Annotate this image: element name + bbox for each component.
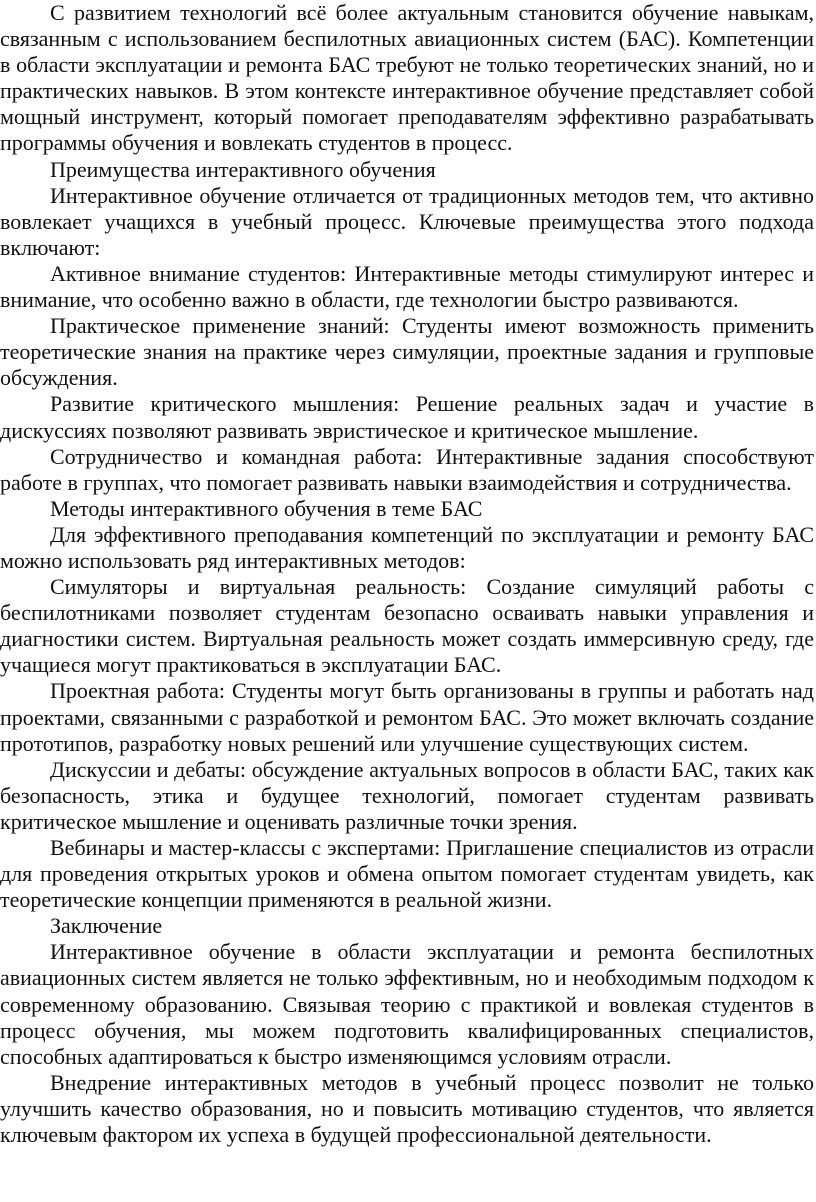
paragraph-intro: С развитием технологий всё более актуальным становится обучение навыкам, связанным с использованием беспилотных авиационных систем (БАС). Компетенции в области эксплуатации и ремонта БАС требуют не только теоретических знаний, но и практических навыков. В этом контексте интерактивное обучение представляет собой мощный инструмент, который помогает преподавателям эффективно разрабатывать программы обучения и вовлекать студентов в процесс. (0, 0, 814, 156)
list-item-discussions: Дискуссии и дебаты: обсуждение актуальных вопросов в области БАС, таких как безопасность, этика и будущее технологий, помогает студентам развивать критическое мышление и оценивать различные точки зрения. (0, 756, 814, 834)
list-item-practical-application: Практическое применение знаний: Студенты имеют возможность применить теоретические знания на практике через симуляции, проектные задания и групповые обсуждения. (0, 313, 814, 391)
paragraph-conclusion-1: Интерактивное обучение в области эксплуатации и ремонта беспилотных авиационных систем является не только эффективным, но и необходимым подходом к современному образованию. Связывая теорию с практикой и вовлекая студентов в процесс обучения, мы можем подготовить квалифицированных специалистов, способных адаптироваться к быстро изменяющимся условиям отрасли. (0, 939, 814, 1069)
list-item-critical-thinking: Развитие критического мышления: Решение реальных задач и участие в дискуссиях позволяют развивать эвристическое и критическое мышление. (0, 391, 814, 443)
section-heading-conclusion: Заключение (50, 913, 163, 939)
list-item-active-attention: Активное внимание студентов: Интерактивные методы стимулируют интерес и внимание, что особенно важно в области, где технологии быстро развиваются. (0, 260, 814, 313)
list-item-project-work: Проектная работа: Студенты могут быть организованы в группы и работать над проектами, связанными с разработкой и ремонтом БАС. Это может включать создание прототипов, разработку новых решений или улучшение существующих систем. (0, 678, 814, 756)
section-heading-methods: Методы интерактивного обучения в теме БАС (50, 495, 483, 521)
paragraph-advantages-intro: Интерактивное обучение отличается от традиционных методов тем, что активно вовлекает учащихся в учебный процесс. Ключевые преимущества этого подхода включают: (0, 182, 814, 260)
list-item-simulators: Симуляторы и виртуальная реальность: Создание симуляций работы с беспилотниками позволяет студентам безопасно осваивать навыки управления и диагностики систем. Виртуальная реальность может создать иммерсивную среду, где учащиеся могут практиковаться в эксплуатации БАС. (0, 574, 814, 678)
paragraph-methods-intro: Для эффективного преподавания компетенций по эксплуатации и ремонту БАС можно использовать ряд интерактивных методов: (0, 521, 814, 573)
paragraph-conclusion-2: Внедрение интерактивных методов в учебный процесс позволит не только улучшить качество образования, но и повысить мотивацию студентов, что является ключевым фактором их успеха в будущей профессиональной деятельности. (0, 1069, 814, 1148)
section-heading-advantages: Преимущества интерактивного обучения (50, 156, 436, 182)
list-item-webinars: Вебинары и мастер-классы с экспертами: Приглашение специалистов из отрасли для проведения открытых уроков и обмена опытом помогает студентам увидеть, как теоретические концепции применяются в реальной жизни. (0, 835, 814, 913)
list-item-teamwork: Сотрудничество и командная работа: Интерактивные задания способствуют работе в группах, что помогает развивать навыки взаимодействия и сотрудничества. (0, 443, 814, 495)
